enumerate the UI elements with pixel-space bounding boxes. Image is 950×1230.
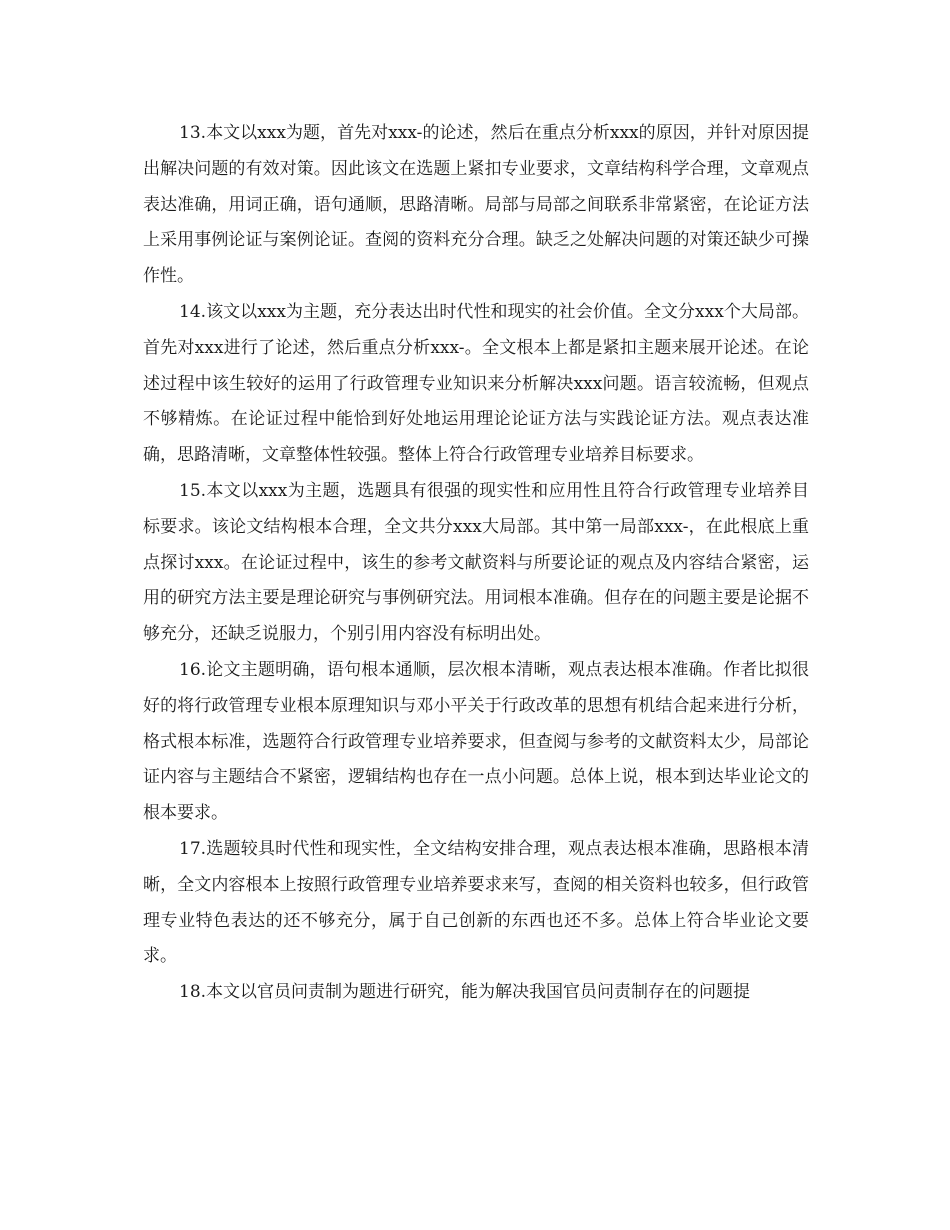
paragraph-13: 13.本文以xxx为题，首先对xxx-的论述，然后在重点分析xxx的原因，并针对原因提出解决问题的有效对策。因此该文在选题上紧扣专业要求，文章结构科学合理，文章观点表达准确，用词正确，语句通顺，思路清晰。局部与局部之间联系非常紧密，在论证方法上采用事例论证与案例论证。查阅的资料充分合理。缺乏之处解决问题的对策还缺少可操作性。 (143, 123, 809, 287)
paragraph-16: 16.论文主题明确，语句根本通顺，层次根本清晰，观点表达根本准确。作者比拟很好的将行政管理专业根本原理知识与邓小平关于行政改革的思想有机结合起来进行分析，格式根本标准，选题符合行政管理专业培养要求，但查阅与参考的文献资料太少，局部论证内容与主题结合不紧密，逻辑结构也存在一点小问题。总体上说，根本到达毕业论文的根本要求。 (143, 659, 809, 824)
paragraph-18: 18.本文以官员问责制为题进行研究，能为解决我国官员问责制存在的问题提 (179, 982, 751, 1003)
paragraph-14: 14.该文以xxx为主题，充分表达出时代性和现实的社会价值。全文分xxx个大局部。首先对xxx进行了论述，然后重点分析xxx-。全文根本上都是紧扣主题来展开论述。在论述过程中该生较好的运用了行政管理专业知识来分析解决xxx问题。语言较流畅，但观点不够精炼。在论证过程中能恰到好处地运用理论论证方法与实践论证方法。观点表达准确，思路清晰，文章整体性较强。整体上符合行政管理专业培养目标要求。 (143, 301, 809, 466)
paragraph-15: 15.本文以xxx为主题，选题具有很强的现实性和应用性且符合行政管理专业培养目标要求。该论文结构根本合理，全文共分xxx大局部。其中第一局部xxx-，在此根底上重点探讨xxx。在论证过程中，该生的参考文献资料与所要论证的观点及内容结合紧密，运用的研究方法主要是理论研究与事例研究法。用词根本准确。但存在的问题主要是论据不够充分，还缺乏说服力，个别引用内容没有标明出处。 (143, 480, 809, 645)
paragraph-17: 17.选题较具时代性和现实性，全文结构安排合理，观点表达根本准确，思路根本清晰，全文内容根本上按照行政管理专业培养要求来写，查阅的相关资料也较多，但行政管理专业特色表达的还不够充分，属于自己创新的东西也还不多。总体上符合毕业论文要求。 (143, 838, 809, 967)
document-body (143, 116, 809, 1011)
